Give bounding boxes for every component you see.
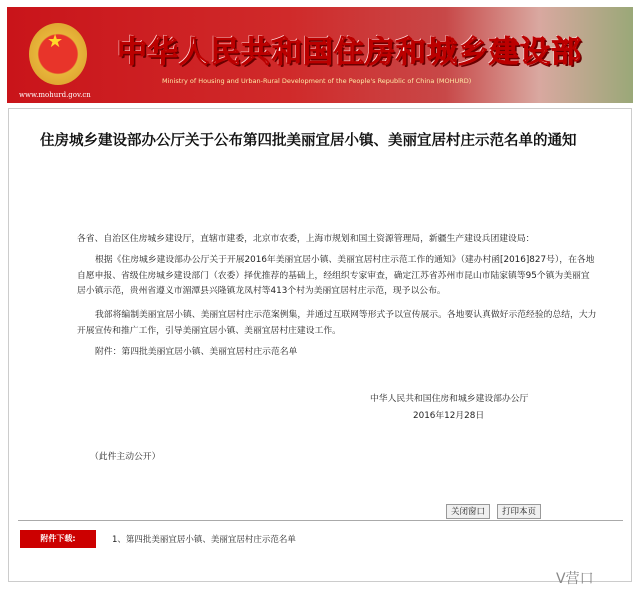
watermark: V营口 [556, 571, 594, 587]
close-window-button[interactable]: 关闭窗口 [446, 504, 490, 519]
signer: 中华人民共和国住房和城乡建设部办公厅 [370, 394, 529, 404]
ministry-title: 中华人民共和国住房和城乡建设部 [117, 35, 582, 70]
paragraph-2: 我部将编制美丽宜居小镇、美丽宜居村庄示范案例集，并通过互联网等形式予以宣传展示。各地要认真做好示范经验的总结，大力开展宣传和推广工作，引导美丽宜居小镇、美丽宜居村庄建设工作。 [77, 310, 597, 336]
paragraph-1: 根据《住房城乡建设部办公厅关于开展2016年美丽宜居小镇、美丽宜居村庄示范工作的通知》（建办村函[2016]827号），在各地自愿申报、省级住房城乡建设部门（农委）择优推荐的基础上，经组织专家审查，确定江苏省苏州市昆山市陆家镇等95个镇为美丽宜居小镇示范，贵州省遵义市湄潭县兴隆镇龙凤村等413个村为美丽宜居村庄示范，现予以公布。 [77, 255, 595, 296]
salutation: 各省、自治区住房城乡建设厅，直辖市建委，北京市农委，上海市规划和国土资源管理局，新疆生产建设兵团建设局： [77, 234, 535, 244]
attachment-note: 附件：第四批美丽宜居小镇、美丽宜居村庄示范名单 [95, 347, 298, 357]
ministry-subtitle: Ministry of Housing and Urban-Rural Development of the People's Republic of China (MOHURD) [162, 77, 472, 85]
attachment-download-label: 附件下载: [20, 530, 96, 548]
public-note: （此件主动公开） [90, 452, 161, 462]
divider [18, 520, 623, 521]
date: 2016年12月28日 [413, 411, 485, 421]
site-url: www.mohurd.gov.cn [19, 91, 91, 99]
print-page-button[interactable]: 打印本页 [497, 504, 541, 519]
national-emblem-icon: ★ [29, 23, 87, 85]
attachment-link[interactable]: 1、第四批美丽宜居小镇、美丽宜居村庄示范名单 [112, 535, 296, 545]
header-banner [7, 7, 633, 103]
page-title: 住房城乡建设部办公厅关于公布第四批美丽宜居小镇、美丽宜居村庄示范名单的通知 [40, 133, 577, 149]
